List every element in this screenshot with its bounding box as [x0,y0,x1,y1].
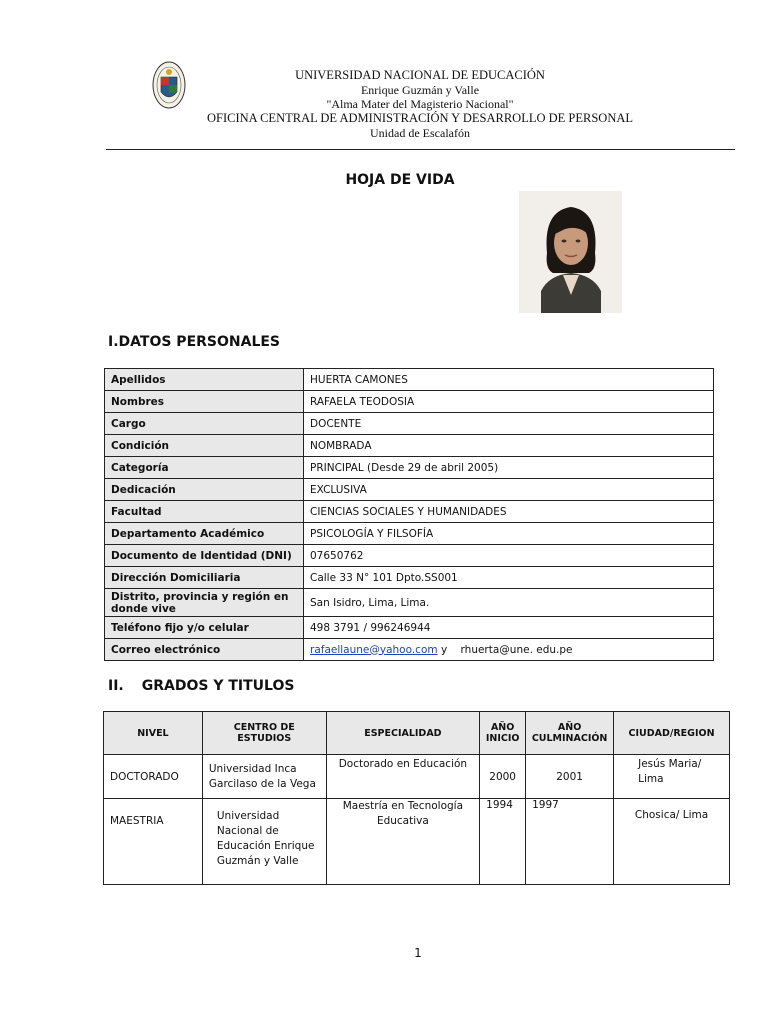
email-link[interactable]: rafaellaune@yahoo.com [310,643,438,656]
centro-cell: Universidad Inca Garcilaso de la Vega [202,755,326,799]
ciudad-cell: Jesús Maria/ Lima [614,755,730,799]
col-header-culminacion: AÑO CULMINACIÓN [526,712,614,755]
section-personal-heading [108,334,280,350]
table-row [105,589,714,617]
university-subtitle: Enrique Guzmán y Valle [360,83,480,97]
field-label: Documento de Identidad (DNI) [105,545,304,567]
field-label: Dedicación [105,479,304,501]
table-row [105,457,714,479]
field-value: CIENCIAS SOCIALES Y HUMANIDADES [304,501,714,523]
field-value: NOMBRADA [304,435,714,457]
field-value: 07650762 [304,545,714,567]
university-name: UNIVERSIDAD NACIONAL DE EDUCACIÓN [295,68,545,82]
field-value: HUERTA CAMONES [304,369,714,391]
field-value: San Isidro, Lima, Lima. [304,589,714,617]
field-value: DOCENTE [304,413,714,435]
especialidad-cell: Maestría en Tecnología Educativa [326,799,480,885]
fin-cell: 1997 [526,799,614,885]
col-header-especialidad: ESPECIALIDAD [326,712,480,755]
ciudad-cell: Chosica/ Lima [614,799,730,885]
field-label: Categoría [105,457,304,479]
field-value [304,639,714,661]
table-row [105,391,714,413]
table-row [104,799,730,885]
table-row [105,545,714,567]
header-divider [106,149,735,150]
field-value: 498 3791 / 996246944 [304,617,714,639]
degrees-header-row [104,712,730,755]
section-title: DATOS PERSONALES [118,334,281,350]
col-header-nivel: NIVEL [104,712,203,755]
table-row [105,369,714,391]
centro-cell: Universidad Nacional de Educación Enrique Guzmán y Valle [202,799,326,885]
field-label: Departamento Académico [105,523,304,545]
inicio-cell: 1994 [480,799,526,885]
document-title: HOJA DE VIDA [345,172,455,188]
table-row [105,639,714,661]
field-value: EXCLUSIVA [304,479,714,501]
field-value: PRINCIPAL (Desde 29 de abril 2005) [304,457,714,479]
field-label: Nombres [105,391,304,413]
section-title: GRADOS Y TITULOS [141,678,295,694]
especialidad-cell: Doctorado en Educación [326,755,480,799]
section-degrees-heading [108,678,294,694]
field-value: PSICOLOGÍA Y FILSOFÍA [304,523,714,545]
table-row [105,523,714,545]
field-value: RAFAELA TEODOSIA [304,391,714,413]
university-motto: "Alma Mater del Magisterio Nacional" [326,97,514,111]
table-row [105,435,714,457]
table-row [105,501,714,523]
field-label: Teléfono fijo y/o celular [105,617,304,639]
table-row [105,479,714,501]
col-header-ciudad: CIUDAD/REGION [614,712,730,755]
field-label: Dirección Domiciliaria [105,567,304,589]
table-row [105,567,714,589]
section-number: II. [108,678,124,694]
unit-name: Unidad de Escalafón [370,126,470,140]
field-label: Correo electrónico [105,639,304,661]
table-row [105,413,714,435]
degrees-table [103,711,730,885]
email-secondary: y rhuerta@une. edu.pe [437,643,573,656]
office-name: OFICINA CENTRAL DE ADMINISTRACIÓN Y DESARROLLO DE PERSONAL [206,111,634,125]
personal-data-table [104,368,714,661]
letterhead [150,60,735,150]
field-label: Cargo [105,413,304,435]
field-label: Distrito, provincia y región en donde vive [105,589,304,617]
nivel-cell: MAESTRIA [104,799,203,885]
inicio-cell: 2000 [480,755,526,799]
letterhead-text [150,68,690,140]
field-label: Facultad [105,501,304,523]
field-label: Apellidos [105,369,304,391]
table-row [104,755,730,799]
field-label: Condición [105,435,304,457]
portrait-photo [519,191,622,313]
section-number: I. [108,334,119,350]
fin-cell: 2001 [526,755,614,799]
nivel-cell: DOCTORADO [104,755,203,799]
page-number: 1 [414,946,422,960]
col-header-centro: CENTRO DE ESTUDIOS [202,712,326,755]
col-header-inicio: AÑO INICIO [480,712,526,755]
table-row [105,617,714,639]
field-value: Calle 33 N° 101 Dpto.SS001 [304,567,714,589]
